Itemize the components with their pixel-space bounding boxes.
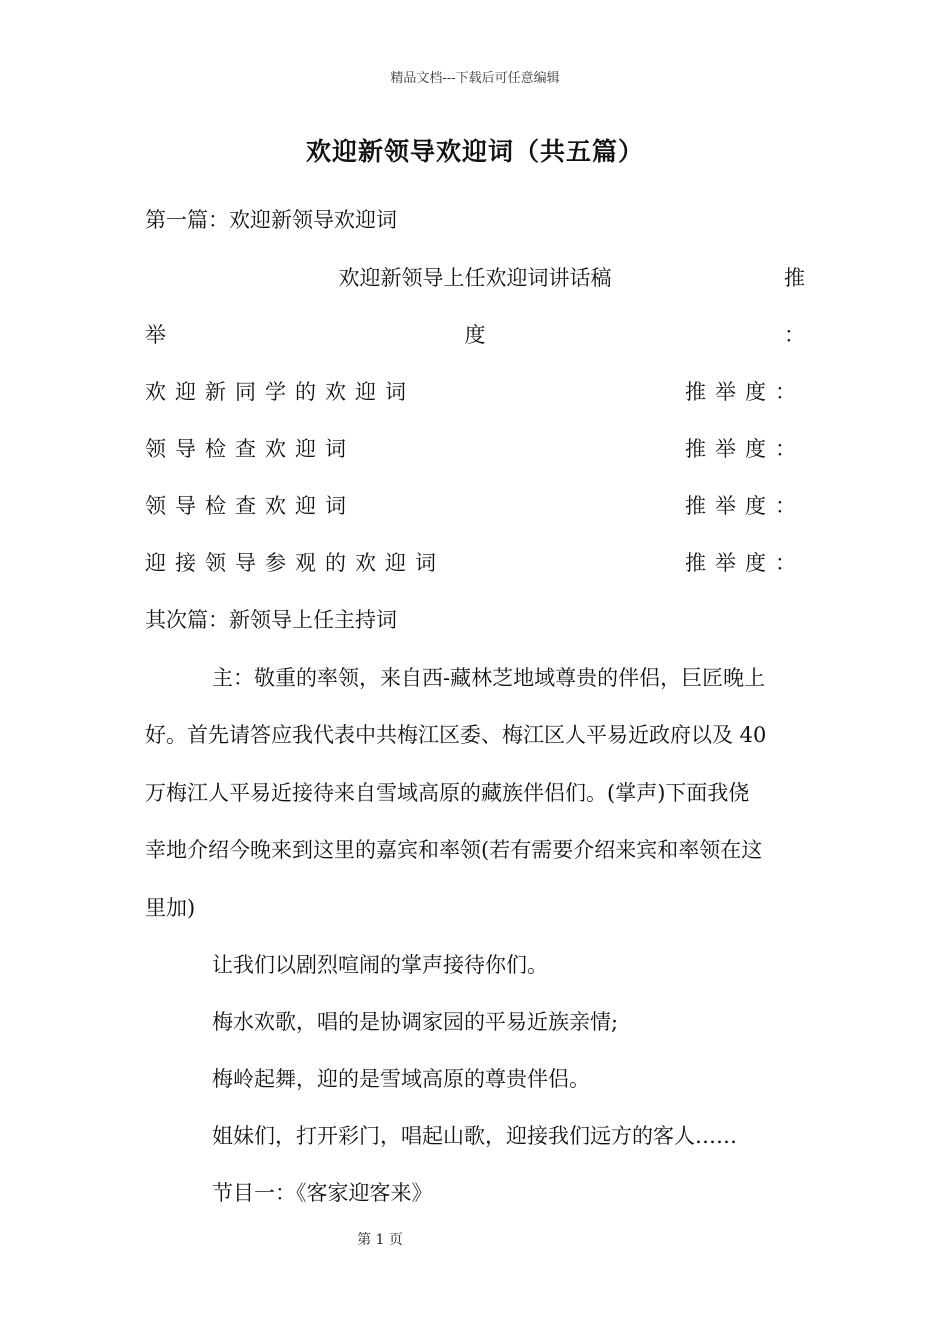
rating-label-fragment: 度: [464, 323, 486, 347]
page-header: 精品文档---下载后可任意编辑: [390, 71, 560, 86]
paragraph-line: 幸地介绍今晚来到这里的嘉宾和率领(若有需要介绍来宾和率领在这: [145, 838, 763, 862]
paragraph-line: 让我们以剧烈喧闹的掌声接待你们。: [212, 953, 548, 977]
rating-label: 推举度：: [685, 551, 805, 575]
paragraph-line: 节目一：《客家迎客来》: [212, 1181, 433, 1205]
list-item-title: 领导检查欢迎词: [145, 437, 355, 461]
list-item-title: 迎接领导参观的欢迎词: [145, 551, 445, 575]
paragraph-line: 万梅江人平易近接待来自雪域高原的藏族伴侣们。(掌声)下面我侥: [145, 781, 750, 805]
rating-label: 推举度：: [685, 437, 805, 461]
paragraph-line: 姐妹们，打开彩门，唱起山歌，迎接我们远方的客人……: [212, 1124, 737, 1148]
section-heading-2: 其次篇：新领导上任主持词: [145, 608, 397, 632]
page-number: 第 1 页: [357, 1232, 403, 1248]
paragraph-line: 主：敬重的率领，来自西-藏林芝地域尊贵的伴侣，巨匠晚上: [212, 666, 766, 690]
rating-label-fragment: 推: [784, 266, 805, 290]
rating-label: 推举度：: [685, 380, 805, 404]
list-item-title: 领导检查欢迎词: [145, 494, 355, 518]
paragraph-line: 好。首先请答应我代表中共梅江区委、梅江区人平易近政府以及 40: [145, 723, 767, 747]
paragraph-line: 梅岭起舞，迎的是雪域高原的尊贵伴侣。: [212, 1067, 590, 1091]
section-heading-1: 第一篇：欢迎新领导欢迎词: [145, 208, 397, 232]
paragraph-line: 梅水欢歌，唱的是协调家园的平易近族亲情;: [212, 1010, 619, 1034]
rating-label-fragment: 举: [145, 323, 166, 347]
subheading-center: 欢迎新领导上任欢迎词讲话稿: [338, 266, 612, 290]
rating-label: 推举度：: [685, 494, 805, 518]
paragraph-line: 里加): [145, 896, 196, 920]
list-item-title: 欢迎新同学的欢迎词: [145, 380, 415, 404]
document-title: 欢迎新领导欢迎词（共五篇）: [305, 137, 644, 166]
rating-label-fragment: ：: [784, 323, 805, 347]
